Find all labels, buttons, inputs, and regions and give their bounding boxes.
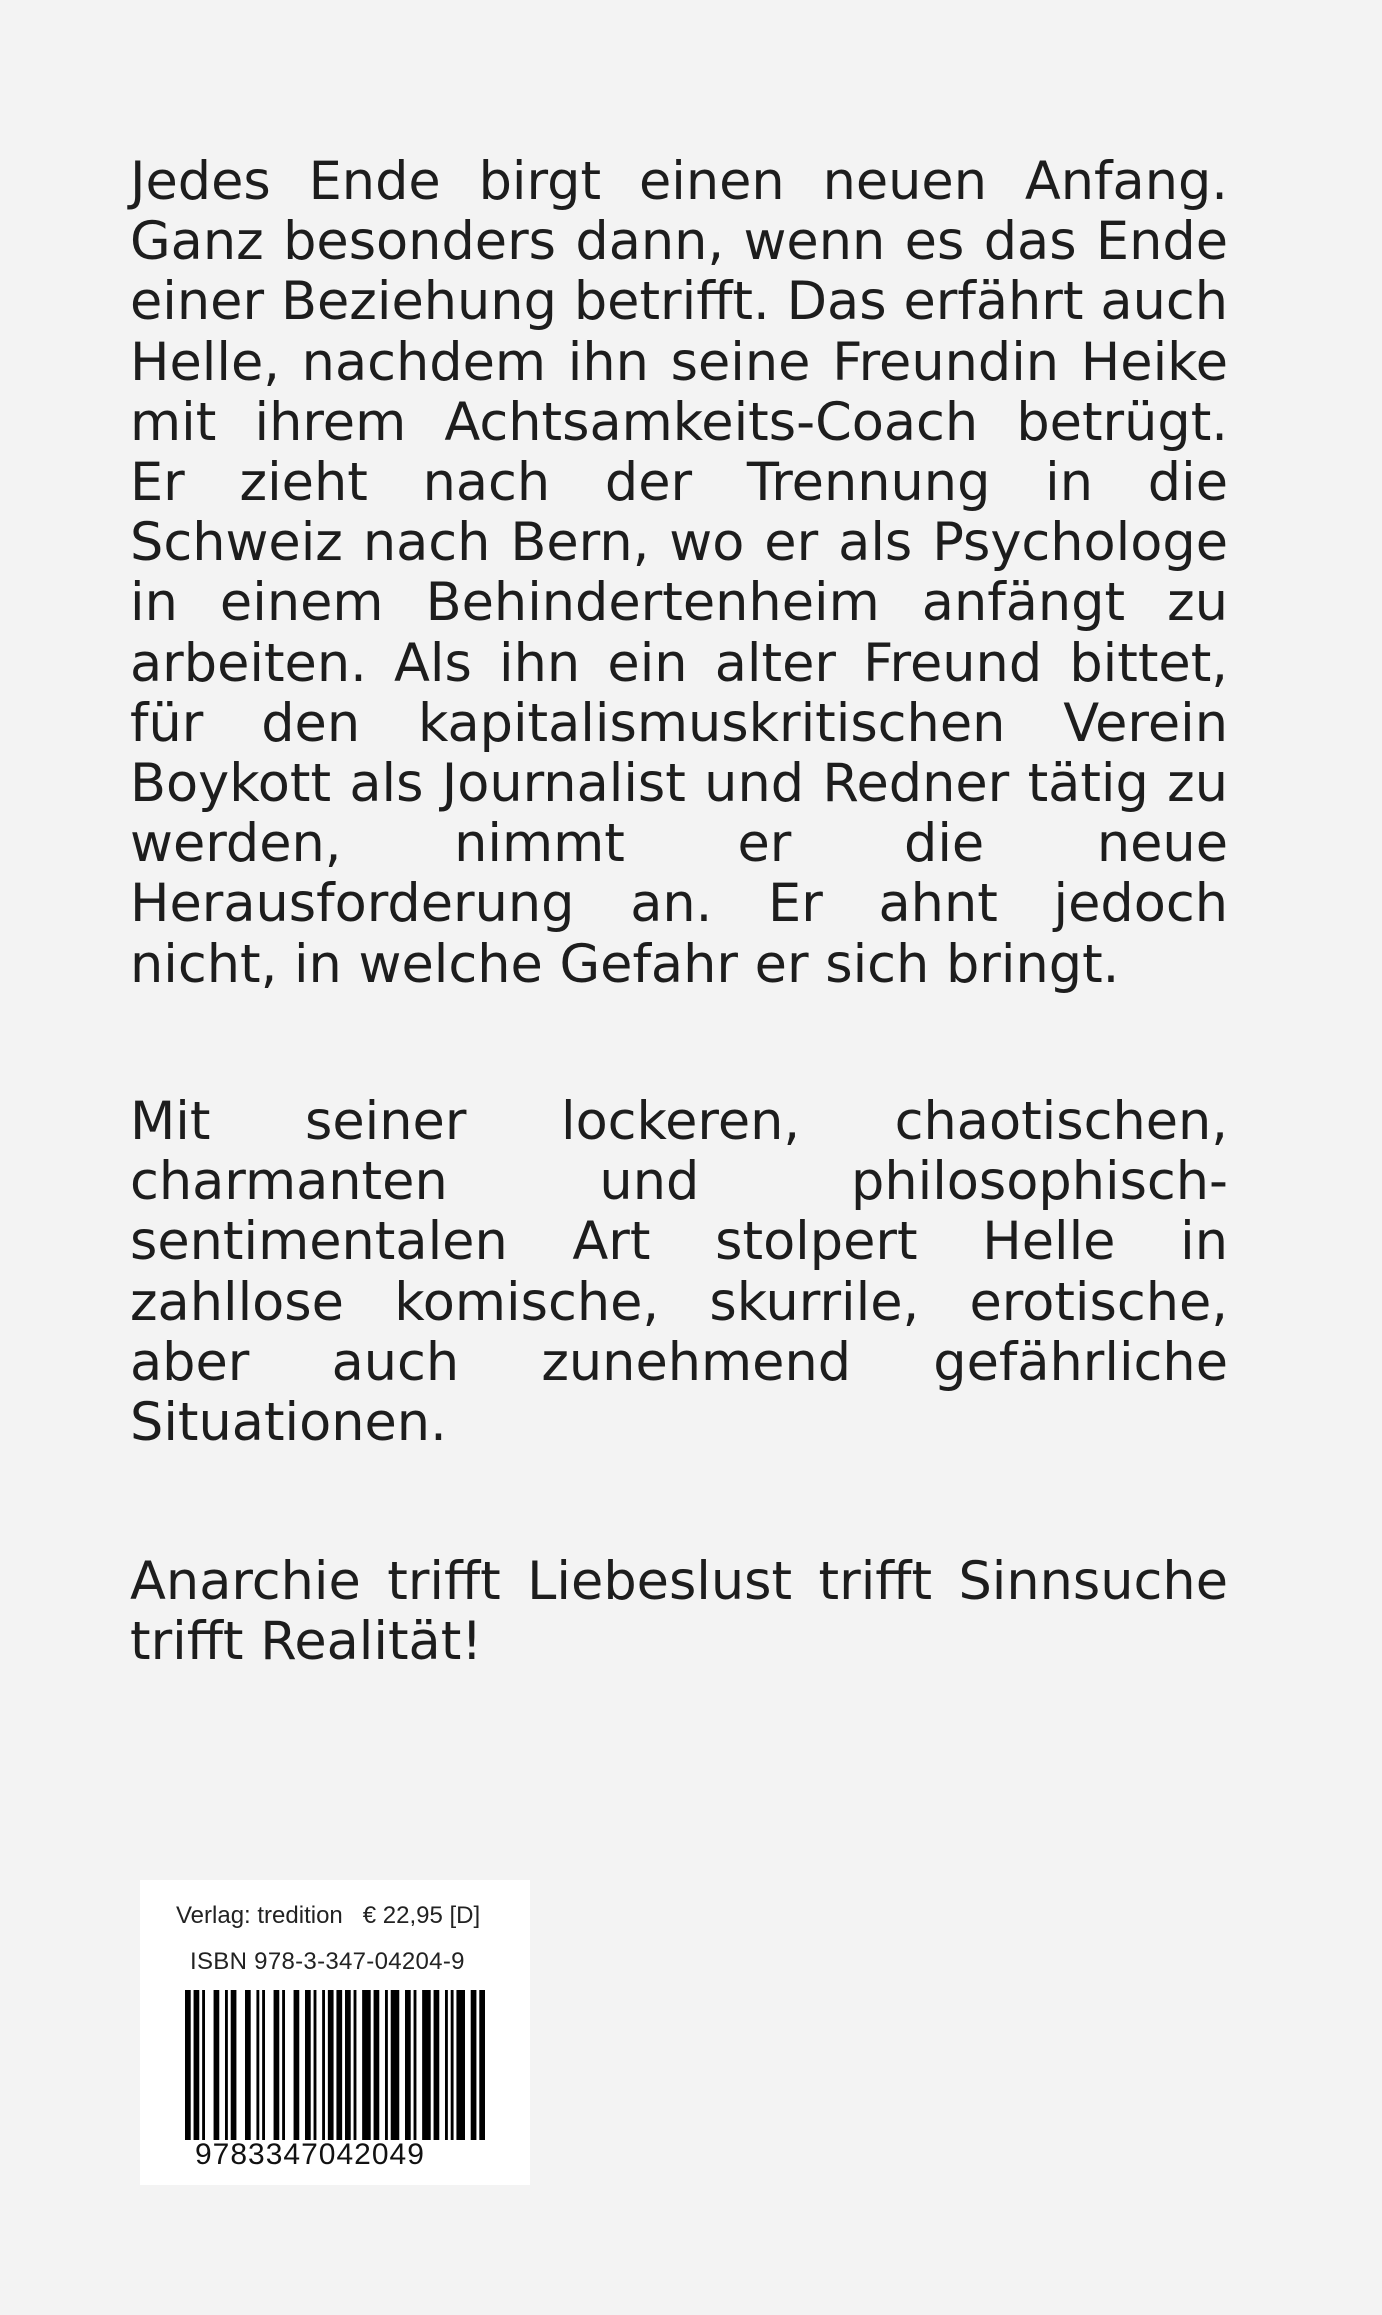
barcode-bar <box>274 1990 280 2140</box>
barcode-bar <box>451 1990 454 2140</box>
barcode-bar <box>354 1990 357 2140</box>
barcode-bar <box>256 1990 259 2140</box>
barcode-bar <box>314 1990 317 2140</box>
barcode-bar <box>391 1990 400 2140</box>
barcode-bar <box>345 1990 351 2140</box>
barcode-bar <box>322 1990 325 2140</box>
barcode-bar <box>385 1990 388 2140</box>
barcode-bar <box>214 1990 220 2140</box>
barcode-bar <box>262 1990 265 2140</box>
barcode-bar <box>456 1990 465 2140</box>
barcode-bar <box>328 1990 334 2140</box>
barcode-bar <box>245 1990 251 2140</box>
blurb-paragraph-3: Anarchie trifft Liebeslust trifft Sinnsuche trifft Realität! <box>130 1551 1228 1673</box>
barcode-bar <box>294 1990 300 2140</box>
barcode-bar <box>194 1990 200 2140</box>
barcode-bar <box>414 1990 417 2140</box>
blurb-paragraph-1: Jedes Ende birgt einen neuen Anfang. Ganz besonders dann, wenn es das Ende einer Beziehung betrifft. Das erfährt auch Helle, nachdem ihn seine Freundin Heike mit ihrem Achtsamkeits-Coach betrügt. Er zieht nach der Trennung in die Schweiz nach Bern, wo er als Psychologe in einem Behindertenheim anfängt zu arbeiten. Als ihn ein alter Freund bittet, für den kapitalismuskritischen Verein Boykott als Journalist und Redner tätig zu werden, nimmt er die neue Herausforderung an. Er ahnt jedoch nicht, in welche Gefahr er sich bringt. <box>130 151 1228 995</box>
barcode-bar <box>445 1990 448 2140</box>
blurb-paragraph-2: Mit seiner lockeren, chaotischen, charmanten und philosophisch-sentimentalen Art stolpert Helle in zahllose komische, skurrile, erotische, aber auch zunehmend gefährliche Situationen. <box>130 1091 1228 1454</box>
barcode-bar <box>282 1990 285 2140</box>
barcode-bar <box>336 1990 342 2140</box>
isbn-line: ISBN 978-3-347-04204-9 <box>190 1948 465 1975</box>
ean-digits: 9783347042049 <box>195 2138 425 2171</box>
barcode-bar <box>471 1990 477 2140</box>
barcode-bar <box>202 1990 205 2140</box>
barcode-bar <box>225 1990 228 2140</box>
publisher-price-line: Verlag: tredition € 22,95 [D] <box>176 1902 481 1929</box>
barcode-bar <box>434 1990 440 2140</box>
barcode-label <box>140 1880 530 2185</box>
barcode-bar <box>231 1990 237 2140</box>
barcode-bar <box>422 1990 431 2140</box>
barcode-bar <box>185 1990 191 2140</box>
barcode-bar <box>405 1990 411 2140</box>
barcode-bar <box>362 1990 371 2140</box>
barcode-bars <box>185 1990 485 2140</box>
barcode-bar <box>374 1990 380 2140</box>
barcode-bar <box>479 1990 485 2140</box>
barcode-bar <box>305 1990 311 2140</box>
